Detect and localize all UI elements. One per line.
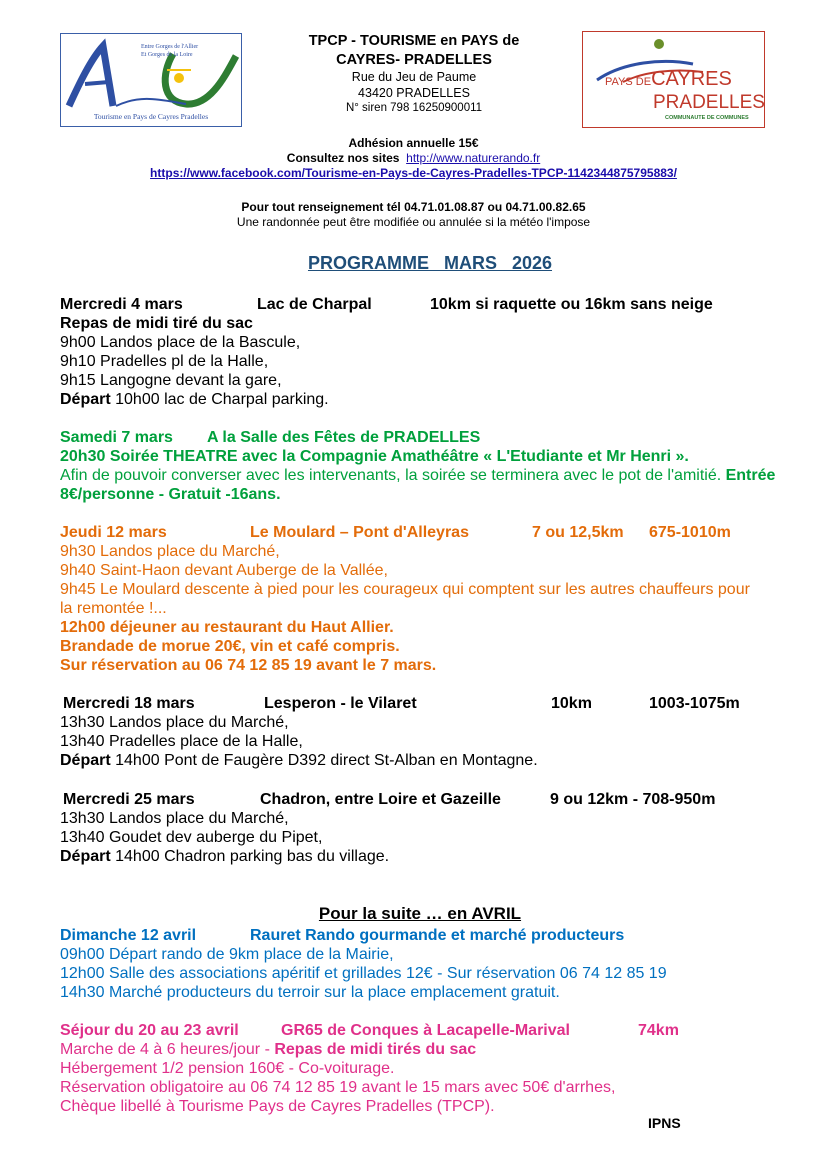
depart-label: Départ	[60, 752, 111, 769]
event-3-distance: 7 ou 12,5km	[532, 524, 624, 541]
event-2-desc-text: Afin de pouvoir converser avec les intervenants, la soirée se terminera avec le pot de l'amitié.	[60, 467, 726, 484]
depart-text: 10h00 lac de Charpal parking.	[110, 391, 329, 408]
weather-note: Une randonnée peut être modifiée ou annulée si la météo l'impose	[236, 215, 591, 229]
event-1-depart	[60, 390, 800, 409]
april-1-header	[60, 926, 800, 945]
april-1-date: Dimanche 12 avril	[60, 927, 197, 944]
event-1-header	[60, 295, 800, 314]
event-4-place: Lesperon - le Vilaret	[264, 695, 417, 712]
siren-number: N° siren 798 16250900011	[345, 102, 483, 114]
event-3-bold-line: 12h00 déjeuner au restaurant du Haut Allier.	[60, 619, 394, 636]
sites-line	[40, 151, 787, 166]
event-5-line: 13h40 Goudet dev auberge du Pipet,	[60, 829, 323, 846]
event-5-header	[60, 790, 800, 809]
event-5-date: Mercredi 25 mars	[63, 791, 195, 808]
event-4-line: 13h40 Pradelles place de la Halle,	[60, 733, 303, 750]
april-1-line: 09h00 Départ rando de 9km place de la Mairie,	[60, 946, 394, 963]
event-2-desc	[60, 466, 800, 504]
event-3-line: 9h30 Landos place du Marché,	[60, 543, 280, 560]
event-3-line: 9h45 Le Moulard descente à pied pour les courageux qui comptent sur les autres chauffeurs pour la remontée !...	[60, 581, 750, 617]
event-3-place: Le Moulard – Pont d'Alleyras	[250, 524, 469, 541]
facebook-line	[40, 166, 787, 181]
logo-cayres-name: CAYRES	[651, 68, 732, 90]
event-1-line: 9h15 Langogne devant la gare,	[60, 372, 282, 389]
april-2-header	[60, 1021, 800, 1040]
event-1-place: Lac de Charpal	[257, 296, 372, 313]
april-1-line: 12h00 Salle des associations apéritif et grillades 12€ - Sur réservation 06 74 12 85 19	[60, 965, 667, 982]
april-2-line1	[60, 1040, 800, 1059]
event-4-distance: 10km	[551, 695, 592, 712]
event-4-date: Mercredi 18 mars	[63, 695, 195, 712]
depart-text: 14h00 Pont de Faugère D392 direct St-Alban en Montagne.	[110, 752, 538, 769]
april-event-1	[60, 926, 800, 1002]
event-3-bold-line: Sur réservation au 06 74 12 85 19 avant le 7 mars.	[60, 657, 437, 674]
event-4-line: 13h30 Landos place du Marché,	[60, 714, 289, 731]
event-3-bold-line: Brandade de morue 20€, vin et café compris.	[60, 638, 400, 655]
april-2-line1-plain: Marche de 4 à 6 heures/jour -	[60, 1041, 275, 1058]
event-2-place: A la Salle des Fêtes de PRADELLES	[207, 429, 481, 446]
org-title-line1: TPCP - TOURISME en PAYS de	[308, 33, 520, 49]
logo-cayres-paysde: PAYS DE	[605, 76, 652, 88]
depart-text: 14h00 Chadron parking bas du village.	[110, 848, 390, 865]
address-line2: 43420 PRADELLES	[358, 85, 470, 100]
event-3	[60, 523, 800, 675]
event-4	[60, 694, 800, 770]
april-2-date: Séjour du 20 au 23 avril	[60, 1022, 239, 1039]
april-1-line: 14h30 Marché producteurs du terroir sur la place emplacement gratuit.	[60, 984, 560, 1001]
event-5-place: Chadron, entre Loire et Gazeille	[260, 791, 501, 808]
depart-label: Départ	[60, 391, 111, 408]
event-2-date: Samedi 7 mars	[60, 429, 173, 446]
april-2-distance: 74km	[638, 1022, 679, 1039]
logo-pradelles-name: PRADELLES	[653, 92, 765, 113]
event-1-date: Mercredi 4 mars	[60, 296, 183, 313]
address-line1: Rue du Jeu de Paume	[351, 70, 477, 84]
april-2-line1-bold: Repas de midi tirés du sac	[274, 1041, 477, 1058]
event-2	[60, 428, 800, 504]
logo-tpcp-text1: Entre Gorges de l'Allier	[141, 44, 199, 50]
facebook-link[interactable]: https://www.facebook.com/Tourisme-en-Pays-de-Cayres-Pradelles-TPCP-1142344875795883/	[150, 166, 677, 180]
org-title-line2: CAYRES- PRADELLES	[336, 52, 492, 68]
event-5	[60, 790, 800, 866]
event-1-line: 9h10 Pradelles pl de la Halle,	[60, 353, 269, 370]
adhesion-line: Adhésion annuelle 15€	[348, 136, 479, 150]
event-2-entry: Entrée 8€/personne - Gratuit -16ans.	[60, 467, 776, 503]
april-event-2	[60, 1021, 800, 1116]
event-3-date: Jeudi 12 mars	[60, 524, 167, 541]
site-link[interactable]: http://www.naturerando.fr	[406, 151, 541, 165]
logo-tpcp	[60, 33, 242, 127]
programme-title: PROGRAMME MARS 2026	[307, 253, 553, 273]
event-5-line: 13h30 Landos place du Marché,	[60, 810, 289, 827]
april-2-line: Réservation obligatoire au 06 74 12 85 19 avant le 15 mars avec 50€ d'arrhes,	[60, 1079, 616, 1096]
logo-tpcp-bottom-text: Tourisme en Pays de Cayres Pradelles	[93, 112, 209, 121]
event-4-elevation: 1003-1075m	[649, 695, 740, 712]
event-2-headline: 20h30 Soirée THEATRE avec la Compagnie Amathéâtre « L'Etudiante et Mr Henri ».	[60, 448, 689, 465]
event-5-depart	[60, 847, 800, 866]
event-1-distance: 10km si raquette ou 16km sans neige	[430, 296, 713, 313]
event-1-meal: Repas de midi tiré du sac	[60, 315, 253, 332]
event-4-header	[60, 694, 800, 713]
april-2-line: Hébergement 1/2 pension 160€ - Co-voiturage.	[60, 1060, 395, 1077]
logo-tpcp-text2: Et Gorges de la Loire	[141, 52, 193, 58]
event-5-distance: 9 ou 12km - 708-950m	[550, 791, 716, 808]
ipns-mark: IPNS	[648, 1115, 681, 1131]
event-2-header	[60, 428, 800, 447]
event-3-header	[60, 523, 800, 542]
april-2-line: Chèque libellé à Tourisme Pays de Cayres Pradelles (TPCP).	[60, 1098, 495, 1115]
depart-label: Départ	[60, 848, 111, 865]
event-1	[60, 295, 800, 409]
april-2-title: GR65 de Conques à Lacapelle-Marival	[281, 1022, 570, 1039]
event-1-line: 9h00 Landos place de la Bascule,	[60, 334, 301, 351]
event-3-elevation: 675-1010m	[649, 524, 731, 541]
logo-cayres-pradelles	[582, 31, 765, 128]
april-1-title: Rauret Rando gourmande et marché producteurs	[250, 927, 625, 944]
event-3-line: 9h40 Saint-Haon devant Auberge de la Vallée,	[60, 562, 388, 579]
event-4-depart	[60, 751, 800, 770]
suite-title: Pour la suite … en AVRIL	[318, 904, 522, 923]
org-title	[280, 32, 548, 70]
logo-cayres-subtitle: COMMUNAUTE DE COMMUNES	[665, 115, 749, 121]
sites-label: Consultez nos sites	[286, 151, 400, 165]
contact-line: Pour tout renseignement tél 04.71.01.08.87 ou 04.71.00.82.65	[241, 200, 586, 214]
org-address	[300, 70, 528, 117]
